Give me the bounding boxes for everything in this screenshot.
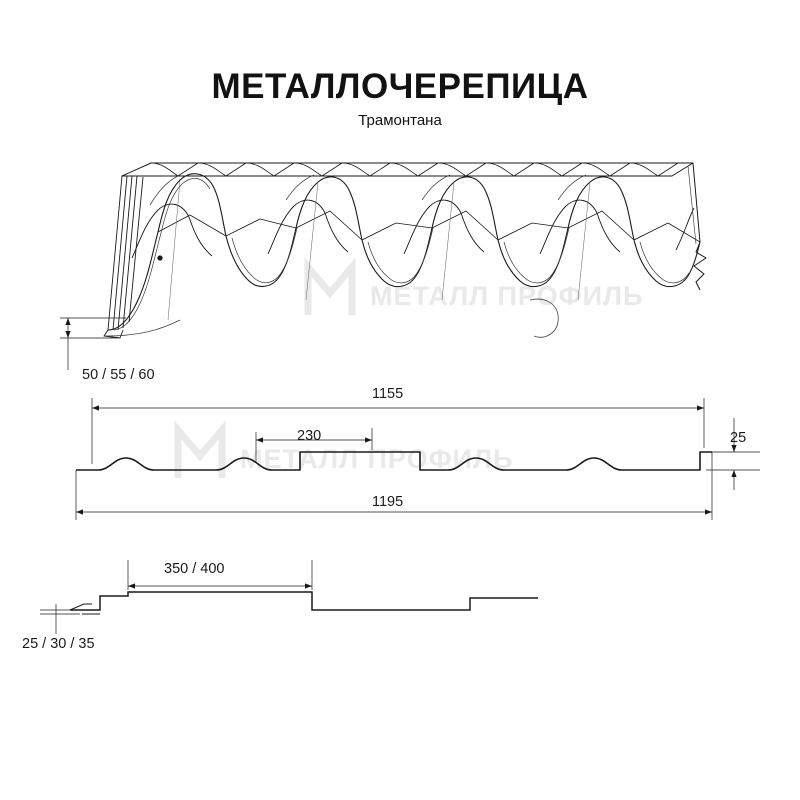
label-total-width: 1195 [372, 494, 404, 510]
cross-section-view [76, 398, 760, 520]
side-profile-view [40, 560, 538, 634]
label-wave-pitch: 230 [297, 428, 322, 444]
label-profile-height: 25 [730, 430, 747, 446]
fastener-hole [157, 255, 162, 260]
step-height-dimension [60, 318, 126, 370]
page-title: МЕТАЛЛОЧЕРЕПИЦА [211, 67, 589, 106]
label-useful-width: 1155 [372, 386, 404, 402]
label-step-depth: 25 / 30 / 35 [22, 636, 95, 652]
label-step-lengths: 350 / 400 [164, 561, 225, 577]
page-title-block [0, 66, 800, 131]
watermark-label-2: МЕТАЛЛ ПРОФИЛЬ [240, 444, 514, 474]
isometric-sheet-view [104, 163, 706, 338]
label-step-heights: 50 / 55 / 60 [82, 367, 155, 383]
page-subtitle: Трамонтана [358, 112, 442, 129]
watermark-label: МЕТАЛЛ ПРОФИЛЬ [370, 281, 644, 311]
